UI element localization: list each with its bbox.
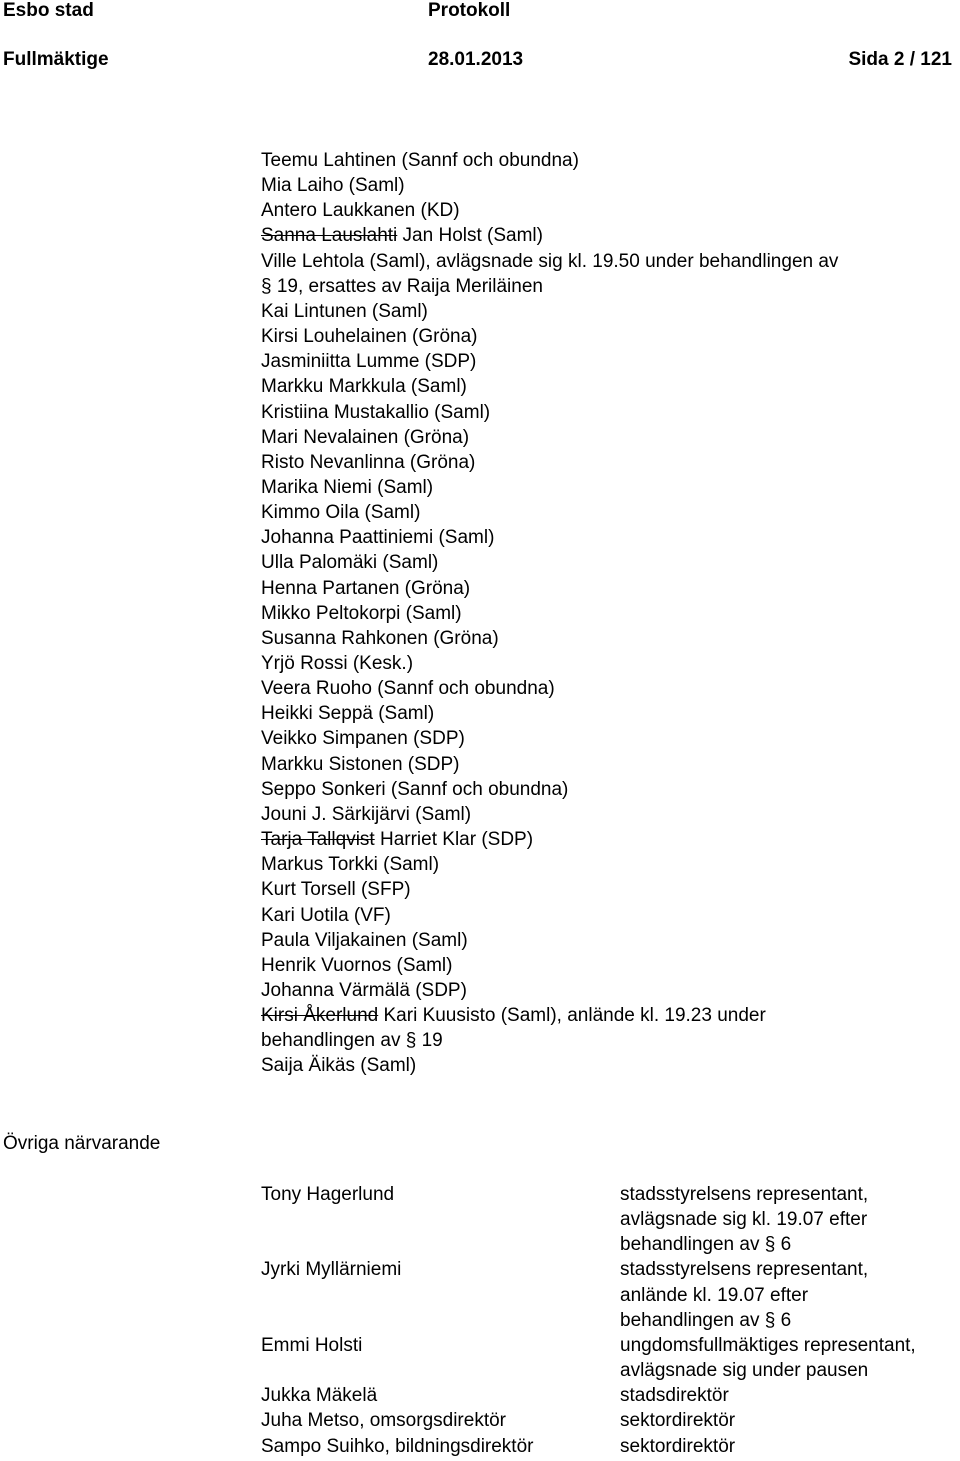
attendee-role: avlägsnade sig under pausen xyxy=(620,1360,869,1381)
member-text: Marika Niemi (Saml) xyxy=(261,477,434,498)
member-text: Harriet Klar (SDP) xyxy=(374,829,534,850)
member-line xyxy=(261,728,465,750)
attendee-role: stadsdirektör xyxy=(620,1385,729,1406)
member-text: Kimmo Oila (Saml) xyxy=(261,502,421,523)
member-text: Veera Ruoho (Sannf och obundna) xyxy=(261,678,555,699)
struck-name: Sanna Lauslahti xyxy=(261,225,398,246)
member-line xyxy=(261,678,555,700)
member-line xyxy=(261,251,838,273)
attendee-name: Jyrki Myllärniemi xyxy=(261,1259,402,1280)
attendee-role: sektordirektör xyxy=(620,1436,736,1457)
others-heading: Övriga närvarande xyxy=(3,1133,161,1154)
member-line xyxy=(261,527,494,549)
member-text: Johanna Paattiniemi (Saml) xyxy=(261,527,495,548)
member-line xyxy=(261,225,543,247)
member-text: Mari Nevalainen (Gröna) xyxy=(261,427,470,448)
member-text: Johanna Värmälä (SDP) xyxy=(261,980,467,1001)
member-line xyxy=(261,427,469,449)
attendee-name: Jukka Mäkelä xyxy=(261,1385,378,1406)
struck-name: Tarja Tallqvist xyxy=(261,829,375,850)
member-text: Paula Viljakainen (Saml) xyxy=(261,930,468,951)
member-text: Susanna Rahkonen (Gröna) xyxy=(261,628,499,649)
member-line xyxy=(261,326,478,348)
member-text: Kari Uotila (VF) xyxy=(261,905,391,926)
member-line xyxy=(261,955,452,977)
struck-name: Kirsi Åkerlund xyxy=(261,1005,379,1026)
member-line xyxy=(261,829,533,851)
document-type: Protokoll xyxy=(428,0,511,21)
member-line xyxy=(261,1055,416,1077)
member-text: Kurt Torsell (SFP) xyxy=(261,879,411,900)
member-line xyxy=(261,552,438,574)
member-text: Kirsi Louhelainen (Gröna) xyxy=(261,326,478,347)
member-text: Markku Sistonen (SDP) xyxy=(261,754,460,775)
member-line xyxy=(261,1005,766,1027)
member-line xyxy=(261,980,467,1002)
member-text: Seppo Sonkeri (Sannf och obundna) xyxy=(261,779,569,800)
attendee-role: anlände kl. 19.07 efter xyxy=(620,1285,809,1306)
attendee-name: Emmi Holsti xyxy=(261,1335,363,1356)
attendee-role: sektordirektör xyxy=(620,1410,736,1431)
member-text: Mikko Peltokorpi (Saml) xyxy=(261,603,462,624)
member-text: Ville Lehtola (Saml), avlägsnade sig kl. 19.50 under behandlingen av xyxy=(261,251,839,272)
member-text: Yrjö Rossi (Kesk.) xyxy=(261,653,414,674)
org-name: Esbo stad xyxy=(3,0,94,21)
member-text: Jouni J. Särkijärvi (Saml) xyxy=(261,804,472,825)
member-line xyxy=(261,905,391,927)
attendee-name: Tony Hagerlund xyxy=(261,1184,395,1205)
member-text: Kai Lintunen (Saml) xyxy=(261,301,428,322)
member-text: Teemu Lahtinen (Sannf och obundna) xyxy=(261,150,579,171)
member-line xyxy=(261,150,579,172)
member-line xyxy=(261,376,467,398)
member-text: Saija Äikäs (Saml) xyxy=(261,1055,417,1076)
attendee-role: ungdomsfullmäktiges representant, xyxy=(620,1335,916,1356)
member-line xyxy=(261,351,476,373)
member-text: Jasminiitta Lumme (SDP) xyxy=(261,351,477,372)
member-line xyxy=(261,276,543,298)
member-text: Ulla Palomäki (Saml) xyxy=(261,552,439,573)
member-line xyxy=(261,653,413,675)
member-line xyxy=(261,200,460,222)
member-text: behandlingen av § 19 xyxy=(261,1030,443,1051)
member-text: Antero Laukkanen (KD) xyxy=(261,200,460,221)
member-line xyxy=(261,854,439,876)
member-line xyxy=(261,628,499,650)
member-line xyxy=(261,779,568,801)
member-line xyxy=(261,754,460,776)
attendee-role: behandlingen av § 6 xyxy=(620,1234,792,1255)
member-text: Markus Torkki (Saml) xyxy=(261,854,440,875)
member-text: Veikko Simpanen (SDP) xyxy=(261,728,465,749)
attendee-role: avlägsnade sig kl. 19.07 efter xyxy=(620,1209,868,1230)
page-number: Sida 2 / 121 xyxy=(848,49,952,70)
member-line xyxy=(261,703,434,725)
attendee-role: stadsstyrelsens representant, xyxy=(620,1184,869,1205)
member-line xyxy=(261,578,470,600)
member-line xyxy=(261,804,471,826)
member-line xyxy=(261,1030,443,1052)
member-line xyxy=(261,175,405,197)
member-line xyxy=(261,402,490,424)
member-text: Markku Markkula (Saml) xyxy=(261,376,467,397)
member-line xyxy=(261,502,420,524)
member-text: § 19, ersattes av Raija Meriläinen xyxy=(261,276,543,297)
member-line xyxy=(261,452,475,474)
member-line xyxy=(261,879,411,901)
attendee-role: behandlingen av § 6 xyxy=(620,1310,792,1331)
member-text: Mia Laiho (Saml) xyxy=(261,175,405,196)
member-line xyxy=(261,301,428,323)
member-line xyxy=(261,930,468,952)
member-text: Henna Partanen (Gröna) xyxy=(261,578,471,599)
member-line xyxy=(261,603,462,625)
member-text: Risto Nevanlinna (Gröna) xyxy=(261,452,476,473)
meeting-date: 28.01.2013 xyxy=(428,49,524,70)
member-text: Kristiina Mustakallio (Saml) xyxy=(261,402,491,423)
member-text: Jan Holst (Saml) xyxy=(397,225,543,246)
attendee-name: Sampo Suihko, bildningsdirektör xyxy=(261,1436,534,1457)
member-line xyxy=(261,477,433,499)
attendee-role: stadsstyrelsens representant, xyxy=(620,1259,869,1280)
member-text: Heikki Seppä (Saml) xyxy=(261,703,435,724)
council-name: Fullmäktige xyxy=(3,49,109,70)
member-text: Kari Kuusisto (Saml), anlände kl. 19.23 under xyxy=(378,1005,766,1026)
attendee-name: Juha Metso, omsorgsdirektör xyxy=(261,1410,506,1431)
member-text: Henrik Vuornos (Saml) xyxy=(261,955,453,976)
